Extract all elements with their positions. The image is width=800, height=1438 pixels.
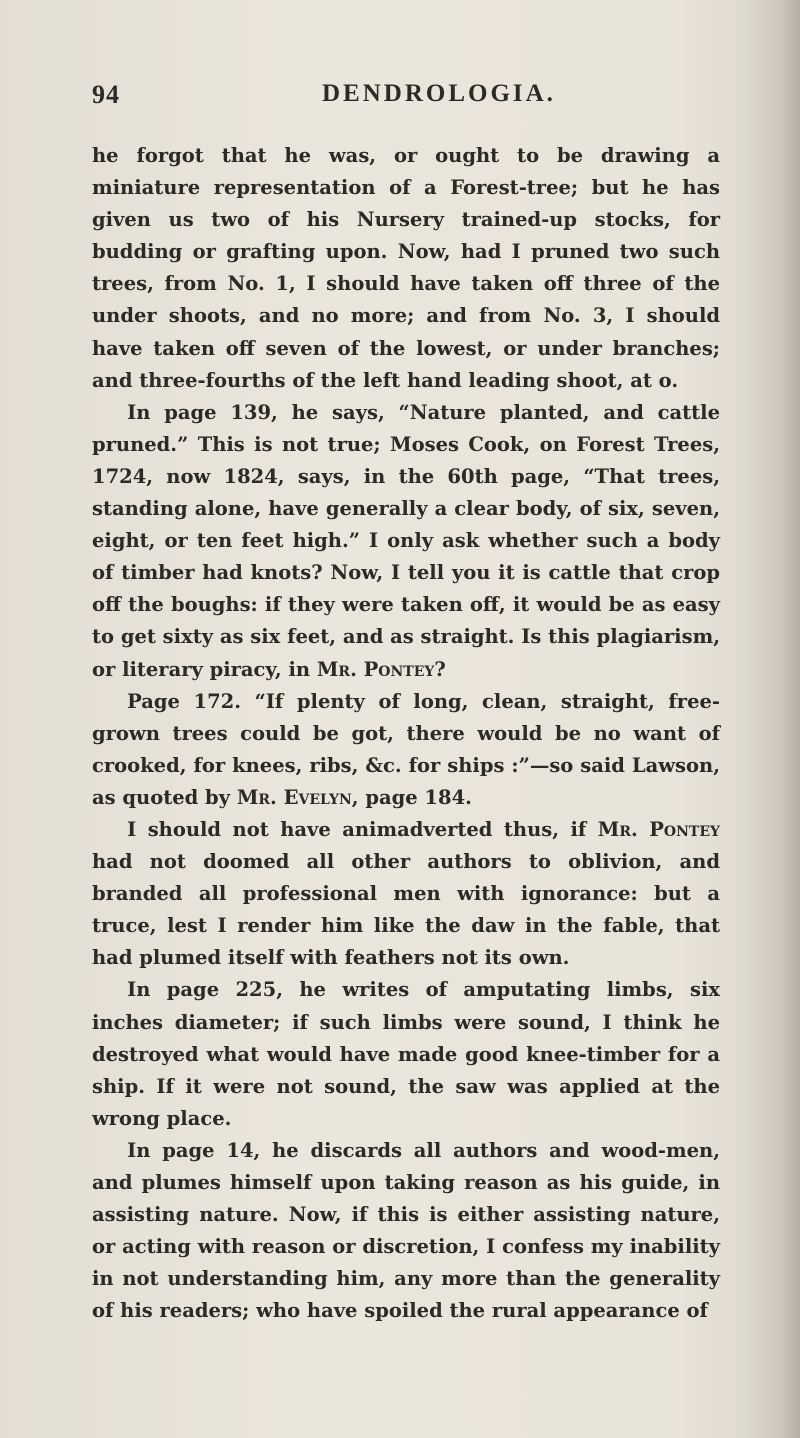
small-caps-name: Mr. Pontey [316,657,435,681]
paragraph [92,140,720,397]
paragraph-text: had not doomed all other authors to oblivion, and branded all professional men with ignorance: but a truce, lest I render him like the daw in the fable, that had plumed itself with feathers not its own. [92,850,720,970]
paragraph-text: ? [434,657,446,681]
paragraph-text: In page 14, he discards all authors and wood-men, and plumes himself upon taking reason as his guide, in assisting nature. Now, if this is either assisting nature, or acting with reason or discretion, I confess my inability in not understanding him, any more than the generality of his readers; who have spoiled the rural appearance of [92,1138,720,1323]
small-caps-name: Mr. Pontey [597,817,721,841]
paragraph [92,397,720,686]
small-caps-name: Mr. Evelyn [236,785,352,809]
paragraph [92,814,720,974]
body-text [92,140,720,1327]
paragraph [92,974,720,1134]
paragraph-text: In page 139, he says, “Nature planted, and cattle pruned.” This is not true; Moses Cook, on Forest Trees, 1724, now 1824, says, in the 60th page, “That trees, standing alone, have generally a clear body, of six, seven, eight, or ten feet high.” I only ask whether such a body of timber had knots? Now, I tell you it is cattle that crop off the boughs: if they were taken off, it would be as easy to get sixty as six feet, and as straight. Is this plagiarism, or literary piracy, in [92,400,720,681]
paragraph-text: In page 225, he writes of amputating limbs, six inches diameter; if such limbs were sound, I think he destroyed what would have made good knee-timber for a ship. If it were not sound, the saw was applied at the wrong place. [92,978,720,1130]
page-header [92,80,712,120]
paragraph-text: I should not have animadverted thus, if [127,817,598,841]
paragraph-text: , page 184. [351,785,472,809]
paragraph [92,686,720,814]
paragraph-text: he forgot that he was, or ought to be drawing a miniature representation of a Forest-tree; but he has given us two of his Nursery trained-up stocks, for budding or grafting upon. Now, had I pruned two such trees, from No. 1, I should have taken off three of the under shoots, and no more; and from No. 3, I should have taken off seven of the lowest, or under branches; and three-fourths of the left hand leading shoot, at o. [92,144,720,392]
page-edge-shadow [740,0,800,1438]
paragraph-text: Page 172. “If plenty of long, clean, straight, free-grown trees could be got, there would be no want of crooked, for knees, ribs, &c. for ships :”—so said Lawson, as quoted by [92,689,720,809]
page-number: 94 [92,80,120,109]
paragraph [92,1135,720,1328]
running-head: DENDROLOGIA. [322,80,556,107]
